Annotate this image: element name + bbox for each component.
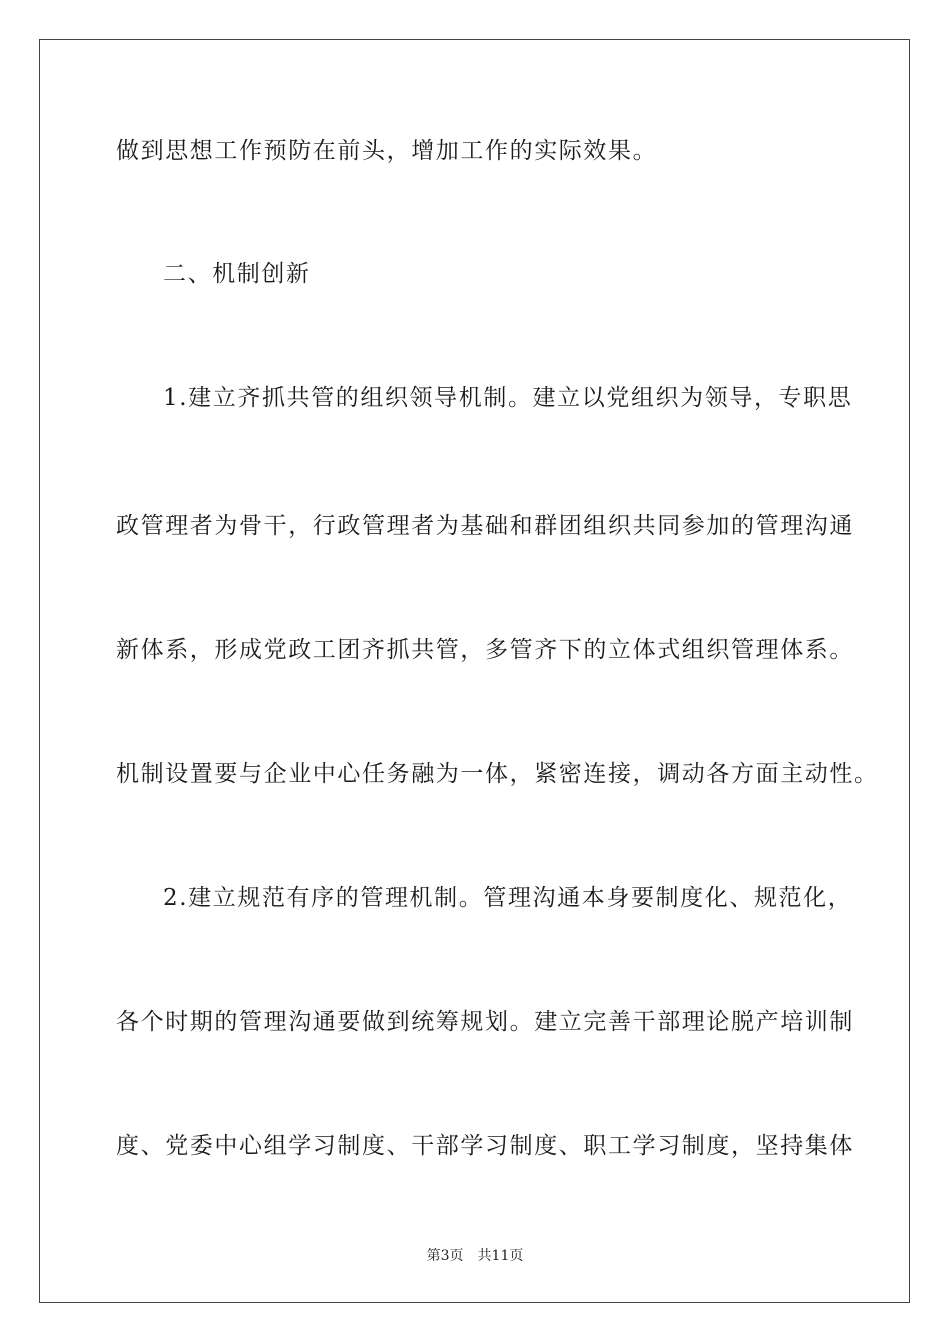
page-total: 共11页 [477, 1248, 524, 1264]
section-heading: 二、机制创新 [163, 261, 311, 287]
text-line: 做到思想工作预防在前头，增加工作的实际效果。 [116, 138, 658, 164]
page-footer [0, 1247, 950, 1265]
text-line: 机制设置要与企业中心任务融为一体，紧密连接，调动各方面主动性。 [116, 761, 879, 787]
text-line: 度、党委中心组学习制度、干部学习制度、职工学习制度，坚持集体 [116, 1133, 854, 1159]
text-line: 新体系，形成党政工团齐抓共管，多管齐下的立体式组织管理体系。 [116, 637, 854, 663]
text-line: 各个时期的管理沟通要做到统筹规划。建立完善干部理论脱产培训制 [116, 1009, 854, 1035]
page-number: 第3页 [426, 1248, 464, 1264]
text-line: 2.建立规范有序的管理机制。管理沟通本身要制度化、规范化， [163, 885, 853, 911]
page-border [39, 39, 910, 1303]
text-line: 1.建立齐抓共管的组织领导机制。建立以党组织为领导，专职思 [163, 385, 853, 411]
text-line: 政管理者为骨干，行政管理者为基础和群团组织共同参加的管理沟通 [116, 513, 854, 539]
